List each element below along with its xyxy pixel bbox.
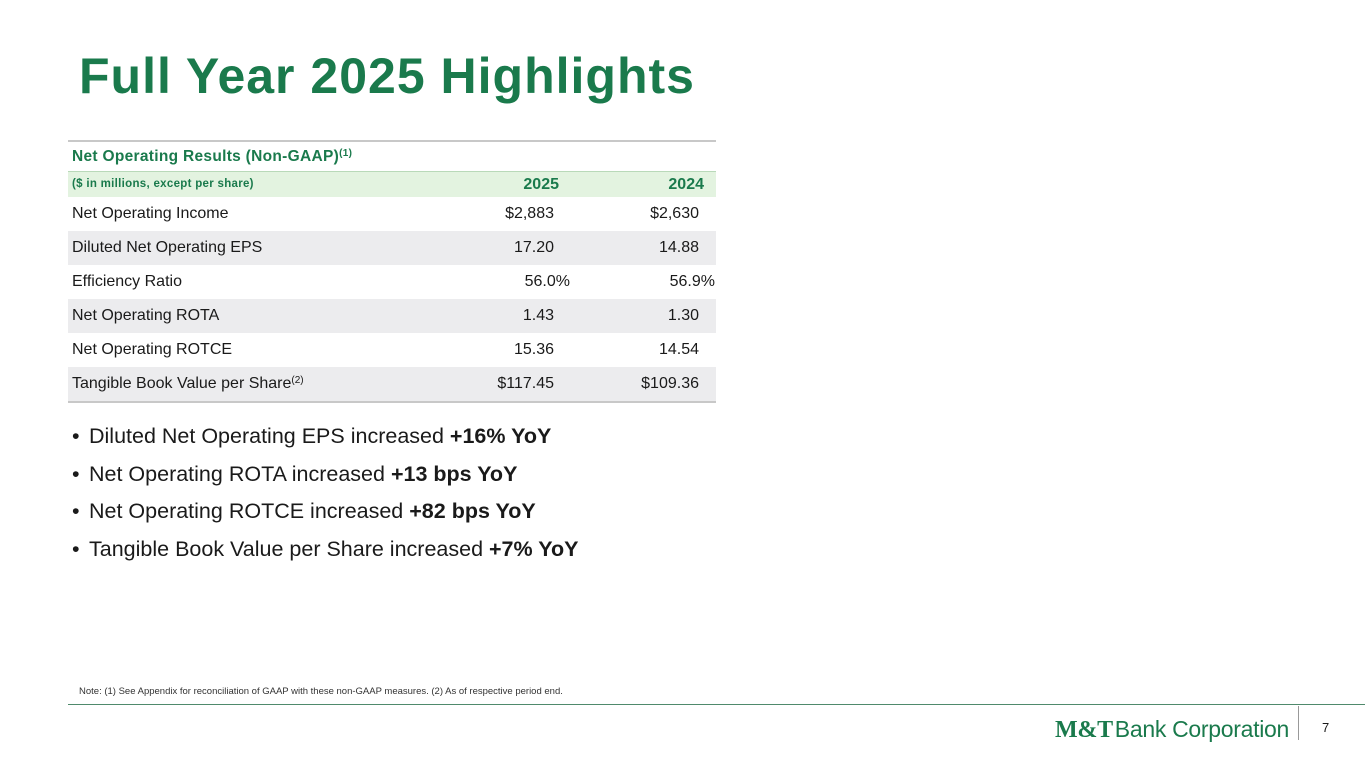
list-item: [72, 456, 578, 494]
row-label-text: Net Operating ROTCE: [72, 341, 233, 358]
row-footnote-ref: (2): [291, 375, 304, 386]
bullet-icon: •: [72, 499, 80, 524]
table-row-rotce: [68, 333, 716, 367]
value-2024: 1.30: [667, 307, 699, 324]
row-label-text: Efficiency Ratio: [72, 273, 182, 290]
row-label-text: Diluted Net Operating EPS: [72, 239, 263, 256]
net-operating-results-table: [68, 140, 716, 403]
table-row-net-operating-income: [68, 197, 716, 231]
units-note: ($ in millions, except per share): [72, 178, 254, 190]
bullet-icon: •: [72, 461, 80, 486]
value-2025: 56.0%: [524, 273, 570, 290]
logo-wordmark: Bank Corporation: [1114, 716, 1289, 742]
bullet-highlight: +7% YoY: [489, 537, 579, 562]
footnote: Note: (1) See Appendix for reconciliation of GAAP with these non-GAAP measures. (2) As of respective period end.: [79, 686, 563, 697]
logo-divider: [1298, 706, 1299, 740]
table-row-efficiency-ratio: [68, 265, 716, 299]
table-title-footnote-ref: (1): [339, 148, 353, 159]
list-item: [72, 418, 578, 456]
value-2024: 56.9%: [669, 273, 715, 290]
row-label: [72, 299, 219, 333]
footer-divider: [68, 704, 1365, 705]
company-logo: [1055, 716, 1289, 744]
value-2024: $2,630: [650, 205, 699, 222]
column-header-2024: 2024: [668, 176, 704, 193]
bullet-text: Net Operating ROTA increased: [89, 461, 391, 486]
column-header-2025: 2025: [523, 176, 559, 193]
list-item: [72, 493, 578, 531]
table-title-text: Net Operating Results (Non-GAAP): [72, 148, 340, 165]
table-row-rota: [68, 299, 716, 333]
bullet-highlight: +16% YoY: [449, 424, 552, 448]
table-row-diluted-eps: [68, 231, 716, 265]
row-label-text: Net Operating Income: [72, 205, 229, 222]
page-title: Full Year 2025 Highlights: [79, 48, 695, 104]
value-2025: $117.45: [497, 375, 554, 392]
bullet-icon: •: [72, 537, 80, 562]
bullet-highlight: +13 bps YoY: [390, 461, 518, 486]
row-label-text: Net Operating ROTA: [72, 307, 220, 324]
bullet-text: Net Operating ROTCE increased: [89, 499, 410, 524]
bullet-icon: •: [72, 424, 80, 448]
page-number: 7: [1322, 720, 1330, 735]
row-label: [72, 333, 232, 367]
logo-mark: M&T: [1055, 717, 1113, 743]
value-2025: 1.43: [522, 307, 554, 324]
table-header-row: [68, 171, 716, 197]
highlights-list: [72, 418, 578, 569]
row-label-text: Tangible Book Value per Share: [72, 375, 292, 392]
bullet-highlight: +82 bps YoY: [409, 499, 536, 524]
value-2025: 17.20: [513, 239, 554, 256]
row-label: [72, 367, 304, 401]
row-label: [72, 265, 182, 299]
value-2025: $2,883: [505, 205, 554, 222]
bullet-text: Diluted Net Operating EPS increased: [89, 424, 450, 448]
bullet-text: Tangible Book Value per Share increased: [89, 537, 489, 562]
value-2024: 14.88: [658, 239, 699, 256]
value-2024: $109.36: [641, 375, 699, 392]
table-title: [68, 142, 716, 171]
value-2024: 14.54: [658, 341, 699, 358]
row-label: [72, 231, 262, 265]
row-label: [72, 197, 229, 231]
list-item: [72, 531, 578, 569]
value-2025: 15.36: [513, 341, 554, 358]
table-row-tangible-book-value: [68, 367, 716, 401]
